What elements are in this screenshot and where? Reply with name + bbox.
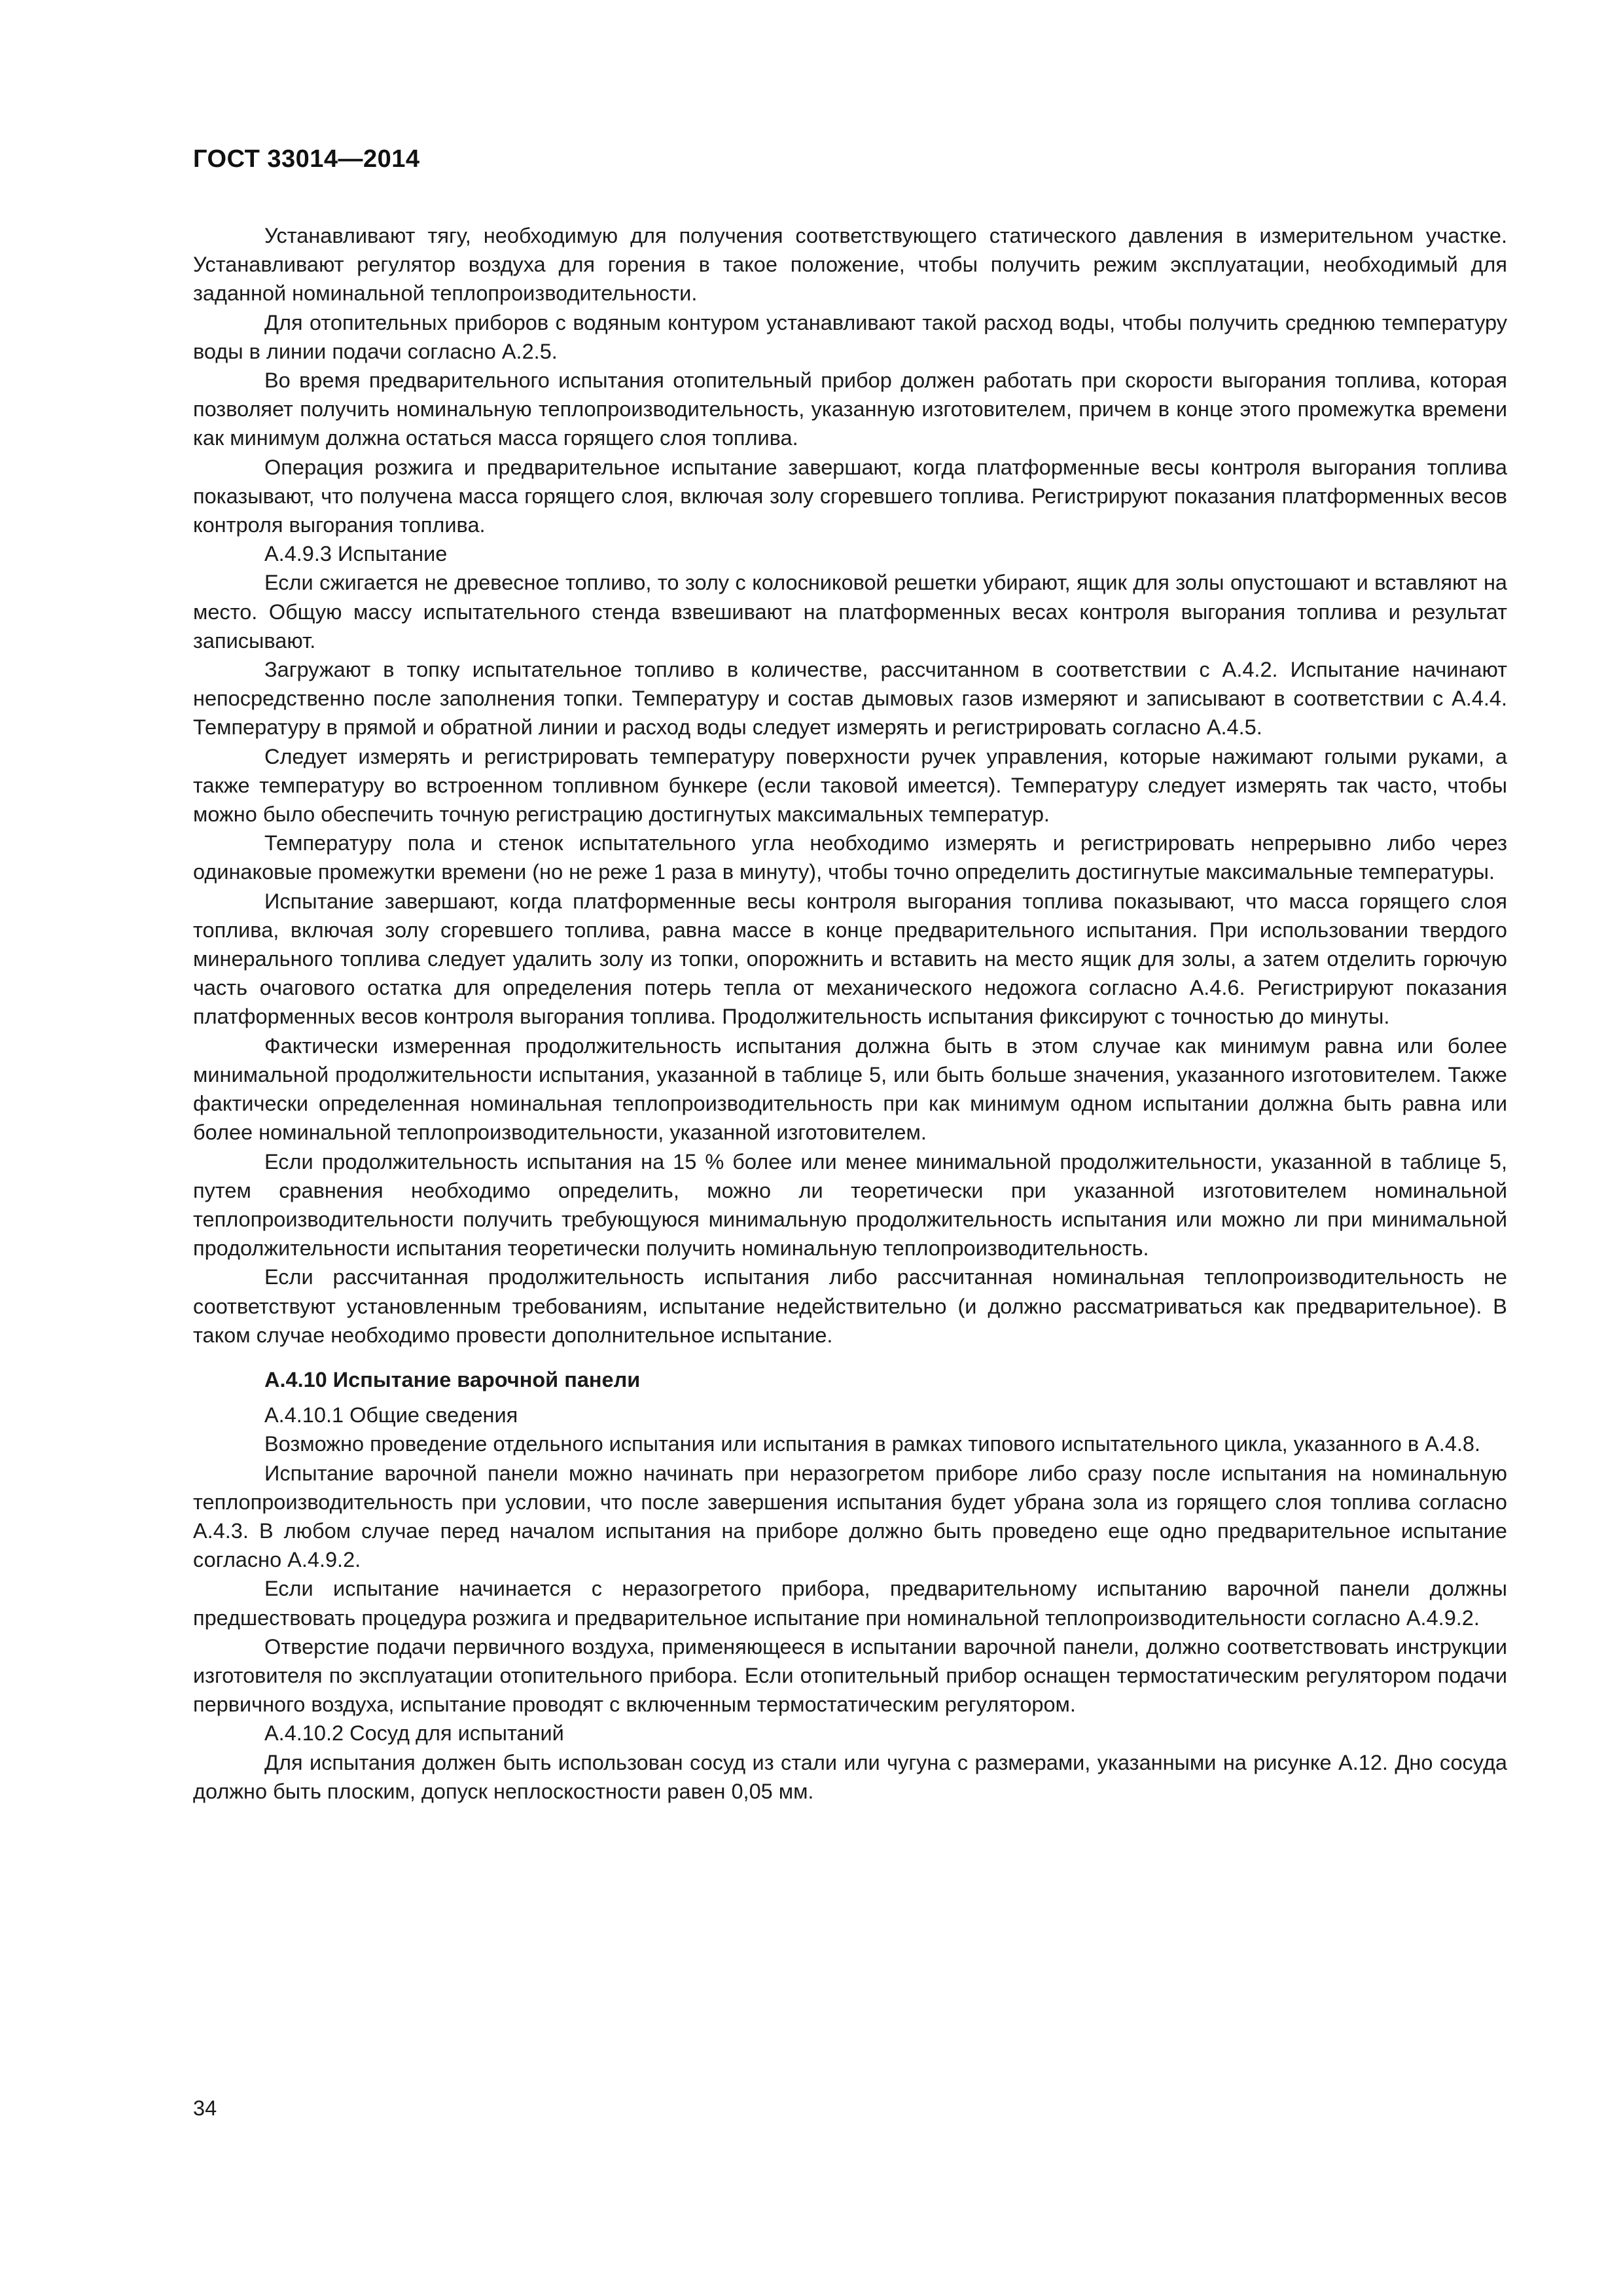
page-number: 34 <box>193 2096 217 2120</box>
subsection-title: А.4.10.2 Сосуд для испытаний <box>264 1721 564 1746</box>
paragraph: Устанавливают тягу, необходимую для получения соответствующего статического давления в измерительном участке. Устанавливают регулятор воздуха для горения в такое положение, чтобы получить режим эксплуатации, необходимый для заданной номинальной теплопроизводительности. <box>193 224 1507 306</box>
paragraph: Если сжигается не древесное топливо, то золу с колосниковой решетки убирают, ящик для золы опустошают и вставляют на место. Общую массу испытательного стенда взвешивают на платформенных весах контроля выгорания топлива и результат записывают. <box>193 571 1507 653</box>
subsection-title: А.4.9.3 Испытание <box>264 542 448 566</box>
paragraph: Следует измерять и регистрировать температуру поверхности ручек управления, которые нажимают голыми руками, а также температуру во встроенном топливном бункере (если таковой имеется). Температуру следует измерять так часто, чтобы можно было обеспечить точную регистрацию достигнутых максимальных температур. <box>193 744 1507 827</box>
paragraph: Загружают в топку испытательное топливо в количестве, рассчитанном в соответствии с А.4.2. Испытание начинают непосредственно после заполнения топки. Температуру и состав дымовых газов измеряют и записывают в соответствии с А.4.4. Температуру в прямой и обратной линии и расход воды следует измерять и регистрировать согласно А.4.5. <box>193 658 1507 740</box>
body-text <box>193 221 1507 1806</box>
paragraph: Операция розжига и предварительное испытание завершают, когда платформенные весы контроля выгорания топлива показывают, что получена масса горящего слоя, включая золу сгоревшего топлива. Регистрируют показания платформенных весов контроля выгорания топлива. <box>193 455 1507 537</box>
paragraph: Температуру пола и стенок испытательного угла необходимо измерять и регистрировать непрерывно либо через одинаковые промежутки времени (но не реже 1 раза в минуту), чтобы точно определить достигнутые максимальные температуры. <box>193 831 1507 884</box>
paragraph: Если рассчитанная продолжительность испытания либо рассчитанная номинальная теплопроизводительность не соответствуют установленным требованиям, испытание недействительно (и должно рассматриваться как предварительное). В таком случае необходимо провести дополнительное испытание. <box>193 1265 1507 1347</box>
paragraph: Если продолжительность испытания на 15 % более или менее минимальной продолжительности, указанной в таблице 5, путем сравнения необходимо определить, можно ли теоретически при указанной изготовителем номинальной теплопроизводительности получить требующуюся минимальную продолжительность испытания или можно ли при минимальной продолжительности испытания теоретически получить номинальную теплопроизводительность. <box>193 1149 1507 1261</box>
paragraph: Во время предварительного испытания отопительный прибор должен работать при скорости выгорания топлива, которая позволяет получить номинальную теплопроизводительность, указанную изготовителем, причем в конце этого промежутка времени как минимум должна остаться масса горящего слоя топлива. <box>193 368 1507 450</box>
section-heading: А.4.10 Испытание варочной панели <box>264 1367 641 1391</box>
paragraph: Если испытание начинается с неразогретого прибора, предварительному испытанию варочной панели должны предшествовать процедура розжига и предварительное испытание при номинальной теплопроизводительности согласно А.4.9.2. <box>193 1577 1507 1630</box>
paragraph: Для испытания должен быть использован сосуд из стали или чугуна с размерами, указанными на рисунке А.12. Дно сосуда должно быть плоским, допуск неплоскостности равен 0,05 мм. <box>193 1750 1507 1803</box>
paragraph: Фактически измеренная продолжительность испытания должна быть в этом случае как минимум равна или более минимальной продолжительности испытания, указанной в таблице 5, или быть больше значения, указанного изготовителем. Также фактически определенная номинальная теплопроизводительность при как минимум одном испытании должна быть равна или более номинальной теплопроизводительности, указанной изготовителем. <box>193 1033 1507 1145</box>
subsection-title: А.4.10.1 Общие сведения <box>264 1403 518 1427</box>
paragraph: Отверстие подачи первичного воздуха, применяющееся в испытании варочной панели, должно соответствовать инструкции изготовителя по эксплуатации отопительного прибора. Если отопительный прибор оснащен термостатическим регулятором подачи первичного воздуха, испытание проводят с включенным термостатическим регулятором. <box>193 1634 1507 1717</box>
paragraph: Для отопительных приборов с водяным контуром устанавливают такой расход воды, чтобы получить среднюю температуру воды в линии подачи согласно А.2.5. <box>193 310 1507 363</box>
paragraph: Испытание варочной панели можно начинать при неразогретом приборе либо сразу после испытания на номинальную теплопроизводительность при условии, что после завершения испытания будет убрана зола из горящего слоя топлива согласно А.4.3. В любом случае перед началом испытания на приборе должно быть проведено еще одно предварительное испытание согласно А.4.9.2. <box>193 1461 1507 1572</box>
paragraph: Испытание завершают, когда платформенные весы контроля выгорания топлива показывают, что масса горящего слоя топлива, включая золу сгоревшего топлива, равна массе в конце предварительного испытания. При использовании твердого минерального топлива следует удалить золу из топки, опорожнить и вставить на место ящик для золы, а затем отделить горючую часть очагового остатка для определения потерь тепла от механического недожога согласно А.4.6. Регистрируют показания платформенных весов контроля выгорания топлива. Продолжительность испытания фиксируют с точностью до минуты. <box>193 889 1507 1029</box>
standard-header: ГОСТ 33014—2014 <box>193 145 420 173</box>
paragraph: Возможно проведение отдельного испытания или испытания в рамках типового испытательного цикла, указанного в А.4.8. <box>264 1432 1481 1456</box>
